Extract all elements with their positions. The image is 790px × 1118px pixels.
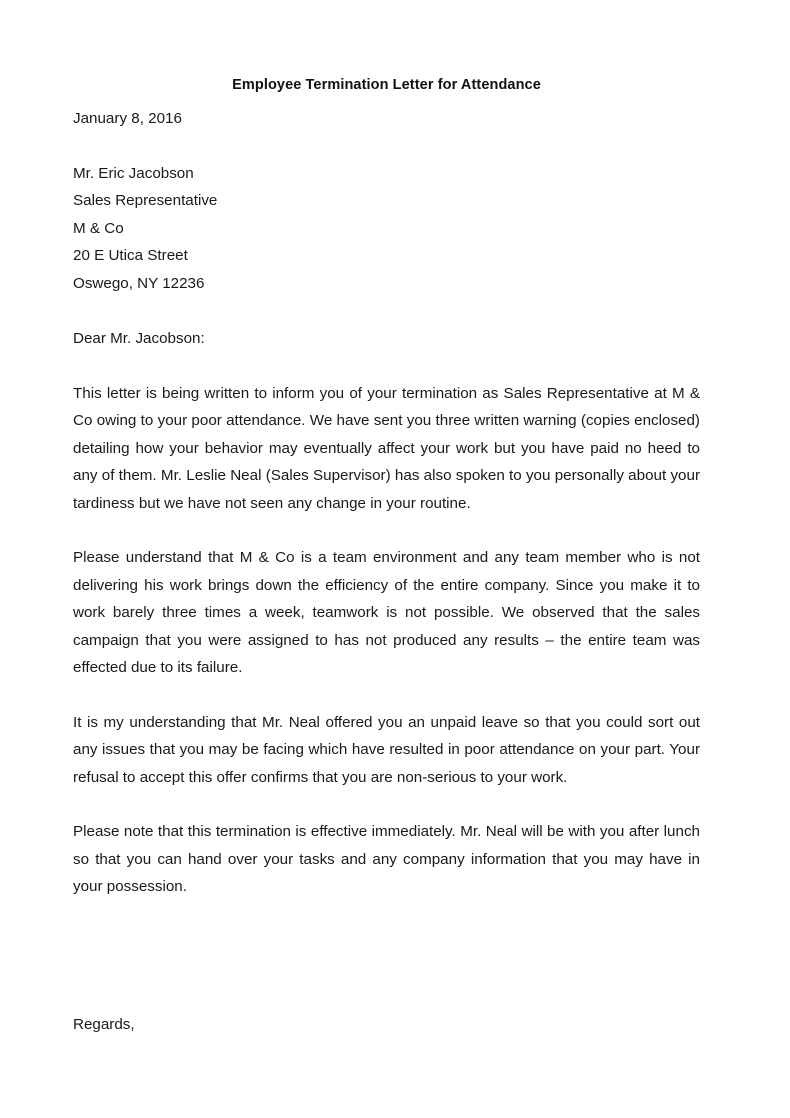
recipient-street: 20 E Utica Street — [73, 247, 188, 264]
letter-content — [73, 0, 700, 1038]
letter-date: January 8, 2016 — [73, 110, 182, 127]
salutation: Dear Mr. Jacobson: — [73, 330, 205, 347]
body-paragraph-1: This letter is being written to inform you of your termination as Sales Representative at M & Co owing to your poor attendance. We have sent you three written warning (copies enclosed) detailing how your behavior may eventually affect your work but you have paid no heed to any of them. Mr. Leslie Neal (Sales Supervisor) has also spoken to you personally about your tardiness but we have not seen any change in your routine. — [73, 384, 700, 512]
body-paragraph-3: It is my understanding that Mr. Neal offered you an unpaid leave so that you could sort out any issues that you may be facing which have resulted in poor attendance on your part. Your refusal to accept this offer confirms that you are non-serious to your work. — [73, 713, 700, 786]
recipient-company: M & Co — [73, 219, 124, 237]
body-paragraph-4: Please note that this termination is effective immediately. Mr. Neal will be with you after lunch so that you can hand over your tasks and any company information that you may have in your possession. — [73, 823, 700, 895]
page-title: Employee Termination Letter for Attendance — [232, 77, 541, 93]
recipient-city-state-zip: Oswego, NY 12236 — [73, 274, 205, 292]
recipient-name: Mr. Eric Jacobson — [73, 164, 194, 182]
closing-salutation: Regards, — [73, 1015, 135, 1033]
recipient-address-block — [73, 133, 700, 298]
body-paragraph-2: Please understand that M & Co is a team environment and any team member who is not delivering his work brings down the efficiency of the entire company. Since you make it to work barely three times a week, teamwork is not possible. We observed that the sales campaign that you were assigned to has not produced any results – the entire team was effected due to its failure. — [73, 549, 700, 676]
recipient-job-title: Sales Representative — [73, 192, 218, 209]
